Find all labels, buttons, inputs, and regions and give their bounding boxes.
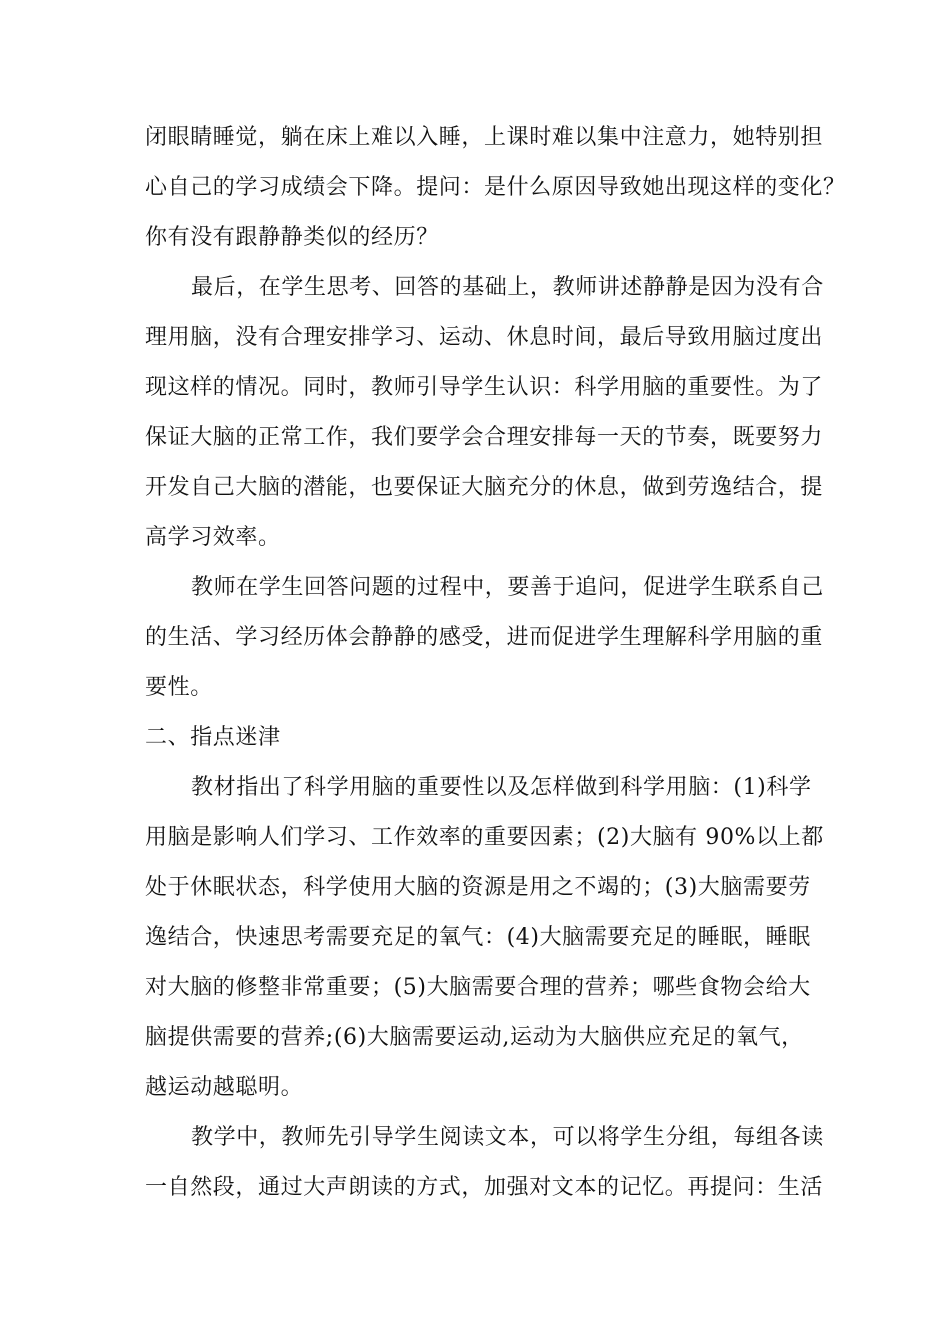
text-line: 闭眼睛睡觉，躺在床上难以入睡，上课时难以集中注意力，她特别担 xyxy=(145,125,824,150)
text-line: 你有没有跟静静类似的经历？ xyxy=(145,225,439,250)
text-line: 心自己的学习成绩会下降。提问：是什么原因导致她出现这样的变化？ xyxy=(145,175,846,200)
section-heading: 二、指点迷津 xyxy=(145,725,281,750)
text-line: 保证大脑的正常工作，我们要学会合理安排每一天的节奏，既要努力 xyxy=(145,425,824,450)
paragraph-first-line: 教材指出了科学用脑的重要性以及怎样做到科学用脑：(1)科学 xyxy=(191,775,812,800)
text-line: 一自然段，通过大声朗读的方式，加强对文本的记忆。再提问：生活 xyxy=(145,1175,824,1200)
text-line: 开发自己大脑的潜能，也要保证大脑充分的休息，做到劳逸结合，提 xyxy=(145,475,824,500)
text-line: 用脑是影响人们学习、工作效率的重要因素；(2)大脑有 90%以上都 xyxy=(145,825,824,850)
text-line: 越运动越聪明。 xyxy=(145,1075,304,1100)
text-line: 高学习效率。 xyxy=(145,525,281,550)
text-line: 理用脑，没有合理安排学习、运动、休息时间，最后导致用脑过度出 xyxy=(145,325,824,350)
paragraph-first-line: 教学中，教师先引导学生阅读文本，可以将学生分组，每组各读 xyxy=(191,1125,824,1150)
paragraph-first-line: 最后，在学生思考、回答的基础上，教师讲述静静是因为没有合 xyxy=(191,275,824,300)
text-line: 要性。 xyxy=(145,675,213,700)
text-line: 处于休眠状态，科学使用大脑的资源是用之不竭的；(3)大脑需要劳 xyxy=(145,875,811,900)
text-line: 现这样的情况。同时，教师引导学生认识：科学用脑的重要性。为了 xyxy=(145,375,824,400)
text-line: 的生活、学习经历体会静静的感受，进而促进学生理解科学用脑的重 xyxy=(145,625,824,650)
paragraph-first-line: 教师在学生回答问题的过程中，要善于追问，促进学生联系自己 xyxy=(191,575,824,600)
text-line: 逸结合，快速思考需要充足的氧气：(4)大脑需要充足的睡眠，睡眠 xyxy=(145,925,811,950)
text-line: 对大脑的修整非常重要；(5)大脑需要合理的营养；哪些食物会给大 xyxy=(145,975,811,1000)
text-line: 脑提供需要的营养;(6)大脑需要运动,运动为大脑供应充足的氧气， xyxy=(145,1025,804,1050)
